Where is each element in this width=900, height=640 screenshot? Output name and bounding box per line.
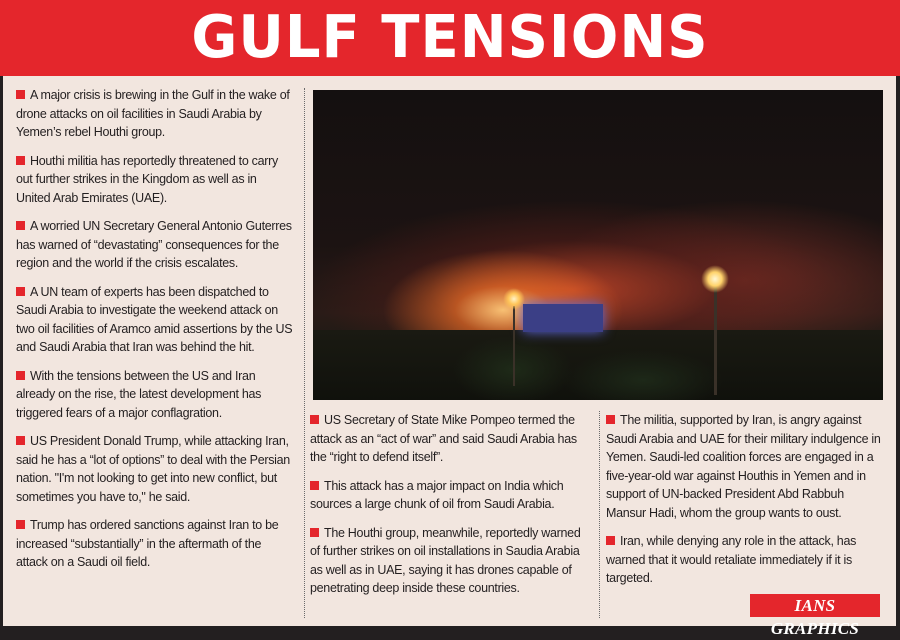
photo-street-lamp — [503, 288, 525, 310]
page-title: GULF TENSIONS — [191, 3, 709, 72]
content-panel — [3, 76, 896, 638]
bullet-icon — [16, 156, 25, 165]
oil-facility-fire-photo — [313, 90, 883, 400]
bullet-icon — [606, 536, 615, 545]
paragraph-text: With the tensions between the US and Iran already on the rise, the latest development has triggered fears of a major conflagration. — [16, 368, 262, 420]
paragraph-text: This attack has a major impact on India which sources a large chunk of oil from Saudi Arabia. — [310, 478, 564, 511]
bullet-paragraph — [16, 516, 294, 572]
bullet-icon — [310, 481, 319, 490]
paragraph-text: A UN team of experts has been dispatched to Saudi Arabia to investigate the weekend attack on two oil facilities of Aramco amid assertions by the US and Saudi Arabia that Iran was behind the hit. — [16, 284, 293, 354]
paragraph-text: A major crisis is brewing in the Gulf in the wake of drone attacks on oil facilities in Saudi Arabia by Yemen’s rebel Houthi group. — [16, 88, 290, 139]
paragraph-text: US President Donald Trump, while attacking Iran, said he has a “lot of options” to deal with the Persian nation. "I'm not looking to get into new conflict, but sometimes you have to," he said. — [16, 434, 290, 504]
header-banner — [0, 0, 900, 76]
column-divider — [304, 88, 305, 618]
bullet-paragraph — [16, 152, 294, 208]
bullet-icon — [16, 221, 25, 230]
bullet-icon — [16, 436, 25, 445]
bullet-icon — [16, 90, 25, 99]
paragraph-text: Houthi militia has reportedly threatened to carry out further strikes in the Kingdom as well as in United Arab Emirates (UAE). — [16, 153, 278, 205]
bullet-icon — [606, 415, 615, 424]
bullet-paragraph — [16, 217, 294, 273]
bullet-paragraph — [16, 432, 294, 506]
text-column-right — [606, 411, 884, 598]
paragraph-text: The militia, supported by Iran, is angry against Saudi Arabia and UAE for their military indulgence in Yemen. Saudi-led coalition forces are engaged in a five-year-old war against Houthis in Yemen and in support of UN-backed President Abd Rabbuh Mansur Hadi, whom the group wants to oust. — [606, 413, 881, 520]
text-column-left — [16, 86, 294, 582]
paragraph-text: The Houthi group, meanwhile, reportedly warned of further strikes on oil installations in Saudia Arabia as well as in UAE, saying it has drones capable of penetrating deep inside these countries. — [310, 525, 581, 595]
paragraph-text: A worried UN Secretary General Antonio Guterres has warned of “devastating” consequences for the region and the world if the crisis escalates. — [16, 219, 292, 270]
bullet-paragraph — [310, 524, 588, 598]
photo-lamp-pole — [714, 285, 717, 395]
paragraph-text: Trump has ordered sanctions against Iran to be increased “substantially” in the aftermath of the attack on a Saudi oil field. — [16, 518, 279, 569]
bullet-icon — [310, 528, 319, 537]
paragraph-text: US Secretary of State Mike Pompeo termed the attack as an “act of war” and said Saudi Arabia has the “right to defend itself”. — [310, 413, 577, 464]
bullet-icon — [16, 371, 25, 380]
paragraph-text: Iran, while denying any role in the attack, has warned that it would retaliate immediately if it is targeted. — [606, 534, 857, 585]
photo-street-lamp — [701, 265, 729, 293]
photo-lit-building — [523, 304, 603, 332]
bullet-icon — [16, 520, 25, 529]
bullet-paragraph — [16, 283, 294, 357]
bullet-icon — [16, 287, 25, 296]
bullet-paragraph — [310, 411, 588, 467]
bullet-paragraph — [16, 86, 294, 142]
text-column-middle — [310, 411, 588, 608]
bullet-paragraph — [606, 411, 884, 522]
photo-lamp-pole — [513, 306, 515, 386]
ians-graphics-credit: IANS GRAPHICS — [750, 594, 880, 617]
bullet-paragraph — [16, 367, 294, 423]
bullet-icon — [310, 415, 319, 424]
column-divider — [599, 411, 600, 618]
photo-foreground-trees — [313, 330, 883, 400]
bullet-paragraph — [606, 532, 884, 588]
bullet-paragraph — [310, 477, 588, 514]
